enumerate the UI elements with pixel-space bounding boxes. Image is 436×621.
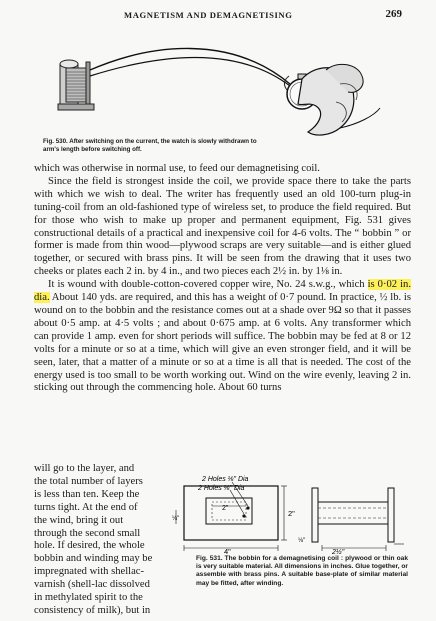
wrap-line-4: turns tight. At the end of bbox=[34, 501, 138, 513]
wrap-line-9: impregnated with shellac- bbox=[34, 566, 145, 578]
bobbin-side-view bbox=[312, 488, 404, 551]
page-number: 269 bbox=[385, 8, 402, 20]
label-side-eighth: ⅛" bbox=[298, 538, 306, 544]
running-head: MAGNETISM AND DEMAGNETISING bbox=[124, 10, 293, 20]
hand-drawing bbox=[298, 64, 380, 135]
figure-530-illustration bbox=[40, 24, 400, 138]
wrap-line-2: the total number of layers bbox=[34, 475, 143, 487]
page-header bbox=[44, 8, 402, 22]
paragraph-winding bbox=[34, 279, 411, 395]
bobbin-front-view bbox=[176, 482, 287, 551]
wrap-line-10: varnish (shell-lac dissolved bbox=[34, 579, 150, 591]
figure-531-diagram bbox=[172, 472, 408, 556]
label-side: ⅛" bbox=[172, 516, 180, 522]
hole-marker-1 bbox=[246, 506, 249, 509]
figure-531-caption: Fig. 531. The bobbin for a demagnetising coil : plywood or thin oak is very suitable material. All dimensions in inches. Glue together, or assemble with brass pins. A suitable base-plate of similar material may be fitted, after winding. bbox=[196, 555, 408, 587]
body-text-top bbox=[34, 163, 411, 395]
label-holes-2: 2 Holes ⅛" Dia bbox=[198, 485, 245, 492]
label-length: 4" bbox=[224, 547, 231, 556]
coil-lead-1 bbox=[90, 48, 290, 84]
wrap-line-1: will go to the layer, and bbox=[34, 463, 135, 474]
paragraph-field-space: Since the field is strongest inside the coil, we provide space there to take the parts with which we wish to deal. The writer has frequently used an old 100-turn plug-in tuning-coil from an old-fashioned type of wireless set, to produce the field required. But for those who wish to make up proper and permanent equipment, Fig. 531 gives constructional details of a practical and inexpensive coil for 4-6 volts. The “ bobbin ” or former is made from thin wood—plywood scraps are very suitable—and is either glued together, or secured with brass pins. It will be seen from the drawing that it uses two cheeks or plates each 2 in. by 4 in., and two pieces each 2½ in. by 1⅛ in. bbox=[34, 175, 411, 278]
label-side-length: 2½" bbox=[332, 549, 345, 556]
coil-lead-2 bbox=[90, 57, 295, 90]
label-height: 2" bbox=[288, 509, 295, 518]
body-text-left-column bbox=[34, 463, 190, 618]
highlighted-text[interactable]: is 0·02 in. dia. bbox=[34, 279, 411, 304]
paragraph-winding-start: It is wound with double-cotton-covered copper wire, No. 24 s.w.g., which bbox=[48, 279, 368, 291]
wrap-line-12: consistency of milk), but in bbox=[34, 604, 151, 616]
label-holes-1: 2 Holes ⅛" Dia bbox=[202, 476, 249, 483]
paragraph-winding-rest: About 140 yds. are required, and this has a weight of 0·7 pound. In practice, ½ lb. is wound on to the bobbin and the resistance comes out at a shade over 9Ω so that it passes about 0·5 amp. at 4·5 volts ; and about 0·675 amp. at 6 volts. Any transformer which can provide 1 amp. even for short periods will suffice. The bobbin may be fed at 8 or 12 volts for a minute or so at a time, which will give an even stronger field, and it will be seen, later, that a matter of a minute or so at a time is all that is needed. The cost of the energy used is too small to be worth working out. Wind on the wire evenly, leaving 2 in. sticking out through the commencing hole. About 60 turns bbox=[34, 292, 411, 394]
hole-marker-2 bbox=[242, 514, 245, 517]
label-inner-width: 2" bbox=[222, 505, 229, 512]
wrap-line-11: in methylated spirit to the bbox=[34, 592, 143, 604]
coil-drawing bbox=[58, 60, 94, 110]
wrap-line-7: hole. If desired, the whole bbox=[34, 540, 145, 552]
wrap-line-3: is less than ten. Keep the bbox=[34, 488, 140, 500]
wrap-line-6: through the second small bbox=[34, 527, 141, 539]
figure-530-caption: Fig. 530. After switching on the current, the watch is slowly withdrawn to arm's length before switching off. bbox=[43, 138, 257, 153]
paragraph-continuation: which was otherwise in normal use, to feed our demagnetising coil. bbox=[34, 163, 320, 174]
wrap-line-5: the wind, bring it out bbox=[34, 514, 124, 526]
wrap-line-8: bobbin and winding may be bbox=[34, 553, 153, 565]
